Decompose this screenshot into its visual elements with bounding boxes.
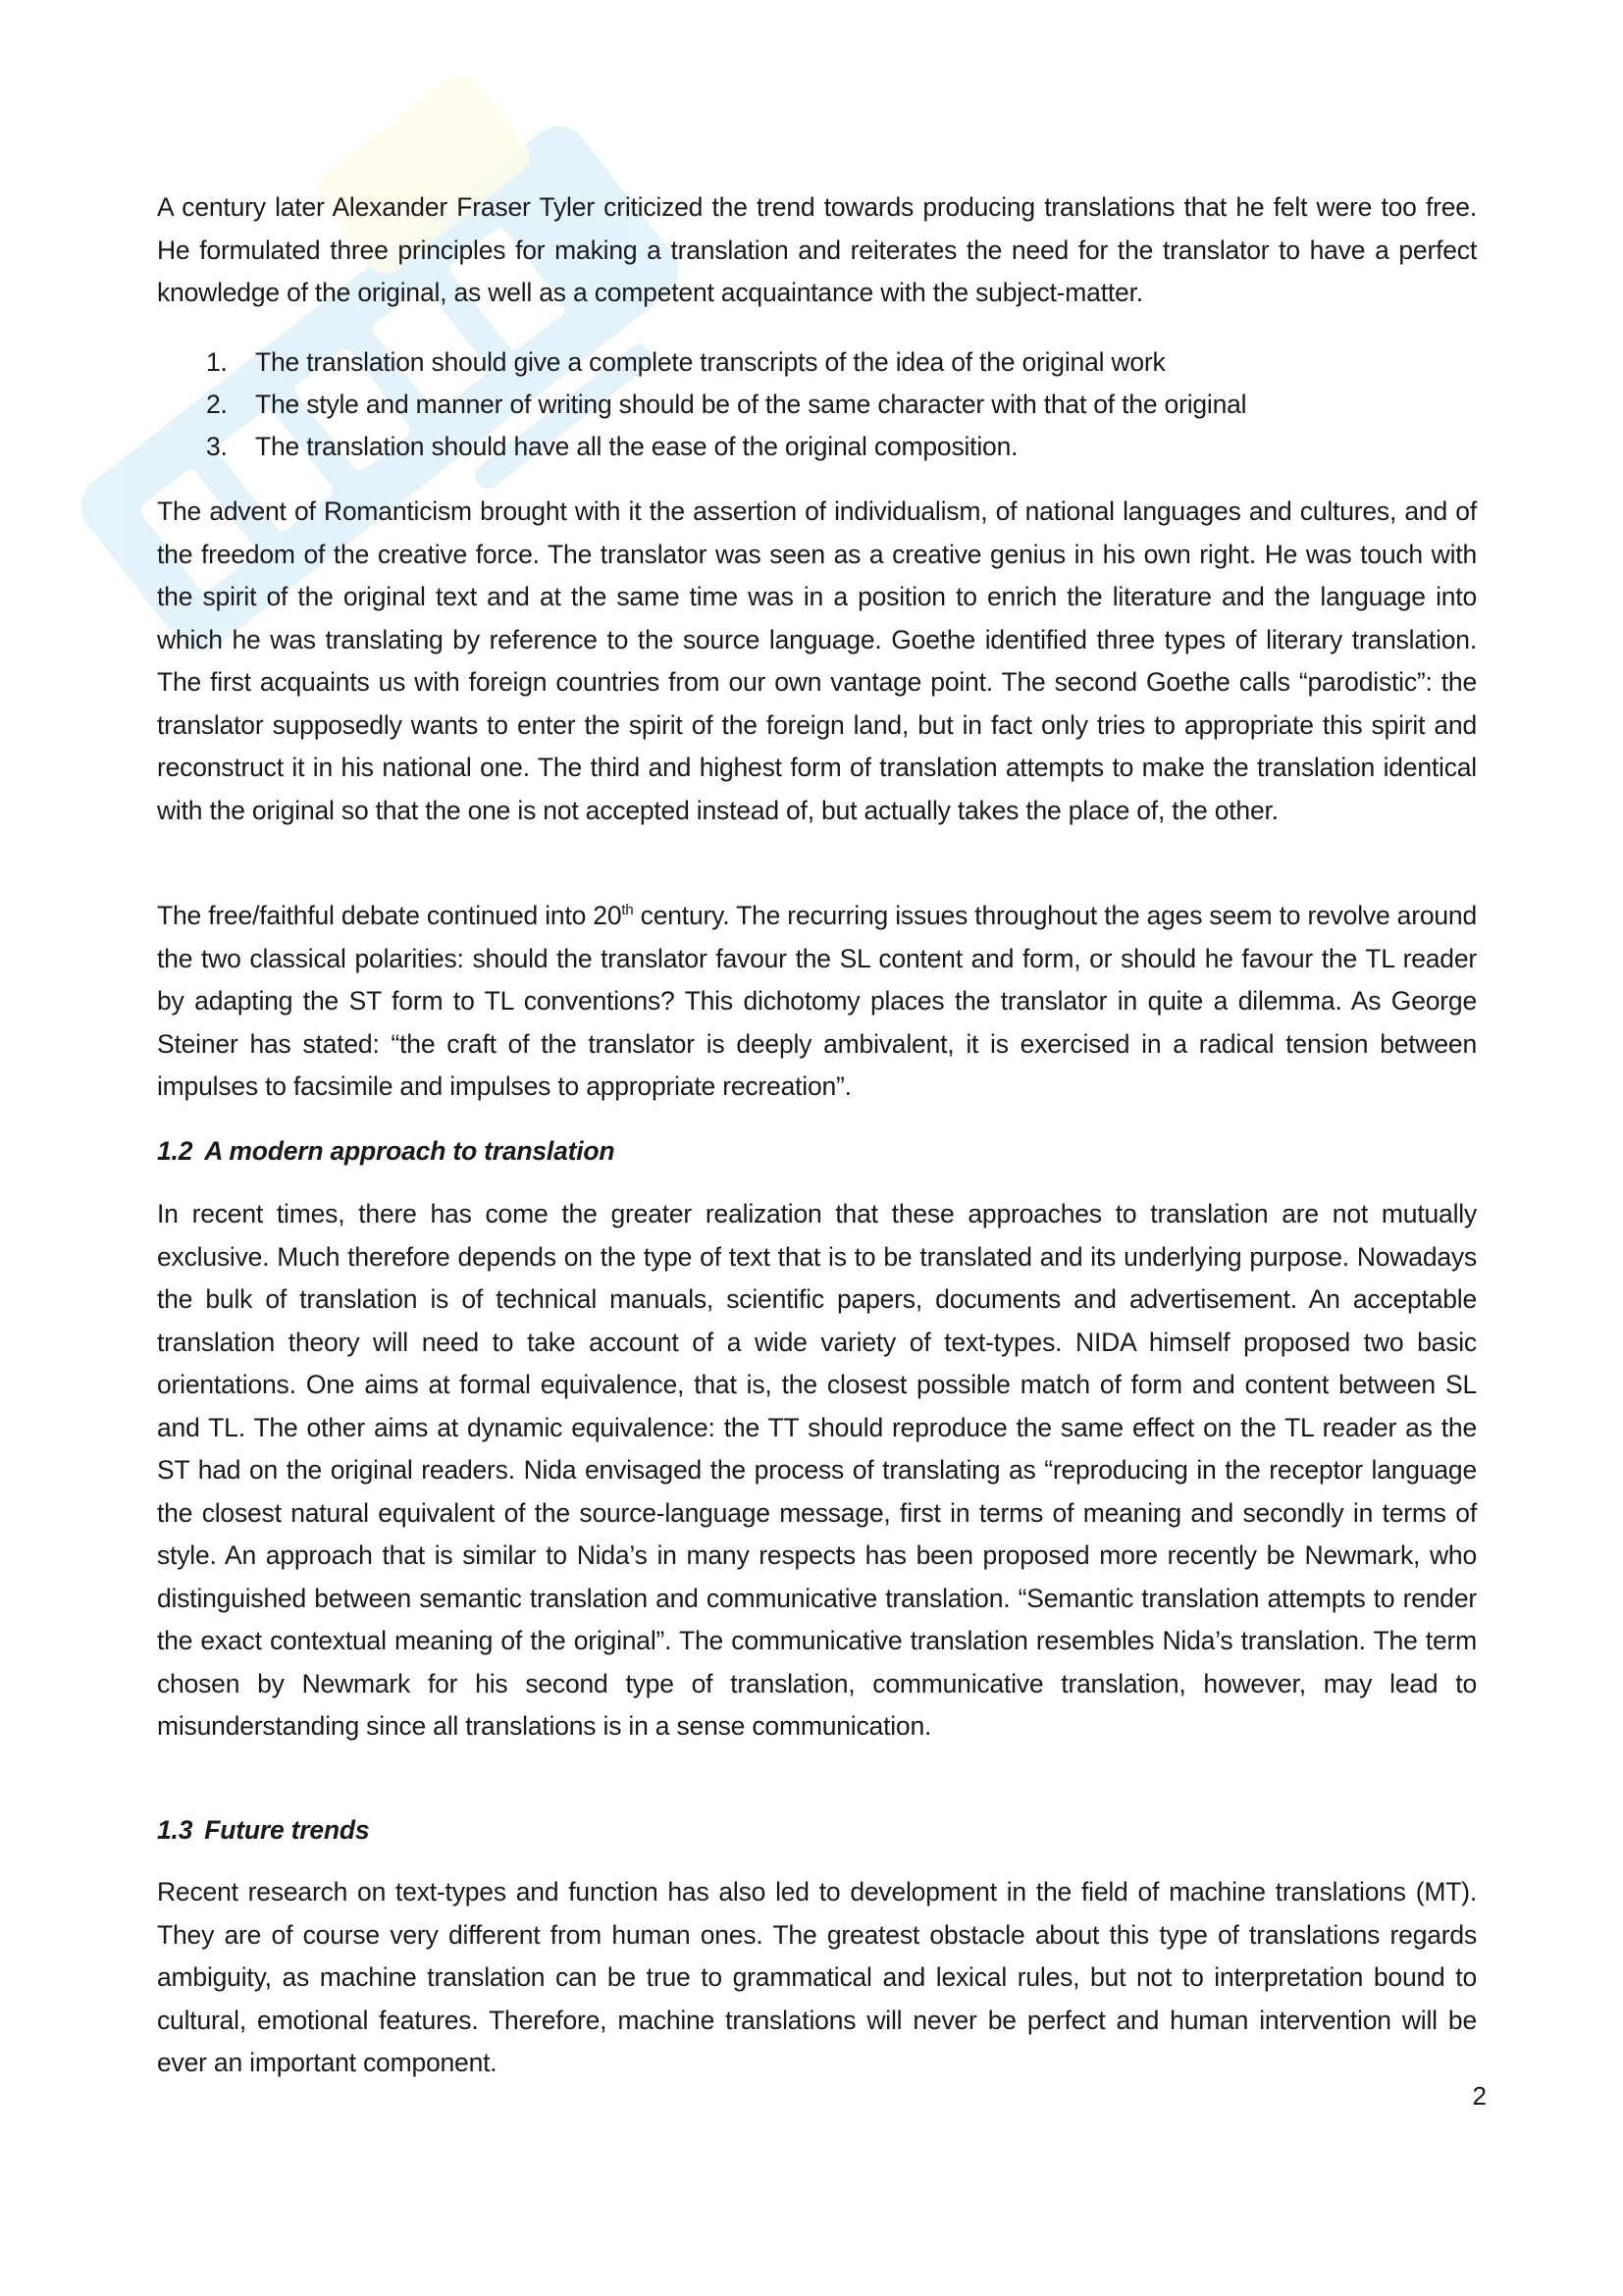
principles-list (157, 341, 1477, 468)
section-title: A modern approach to translation (204, 1136, 615, 1166)
list-item-number: 1. (206, 347, 228, 377)
list-item-text: The style and manner of writing should be of the same character with that of the original (255, 390, 1247, 419)
paragraph-romanticism: The advent of Romanticism brought with it the assertion of individualism, of national languages and cultures, and of the freedom of the creative force. The translator was seen as a creative genius in his own right. He was touch with the spirit of the original text and at the same time was in a position to enrich the literature and the language into which he was translating by reference to the source language. Goethe identified three types of literary translation. The first acquaints us with foreign countries from our own vantage point. The second Goethe calls “parodistic”: the translator supposedly wants to enter the spirit of the foreign land, but in fact only tries to appropriate this spirit and reconstruct it in his national one. The third and highest form of translation attempts to make the translation identical with the original so that the one is not accepted instead of, but actually takes the place of, the other. (157, 496, 1477, 825)
paragraph-text-end: century. The recurring issues throughout the ages seem to revolve around the two classical polarities: should the translator favour the SL content and form, or should he favour the TL reader by adapting the ST form to TL conventions? This dichotomy places the translator in quite a dilemma. As George Steiner has stated: “the craft of the translator is deeply ambivalent, it is exercised in a radical tension between impulses to facsimile and impulses to appropriate recreation”. (157, 901, 1477, 1101)
paragraph-free-faithful-debate (157, 895, 1477, 1109)
page-number: 2 (1472, 2081, 1487, 2111)
list-item (157, 426, 1477, 468)
paragraph-modern-approach: In recent times, there has come the greater realization that these approaches to translation are not mutually exclusive. Much therefore depends on the type of text that is to be translated and its underlying purpose. Nowadays the bulk of translation is of technical manuals, scientific papers, documents and advertisement. An acceptable translation theory will need to take account of a wide variety of text-types. NIDA himself proposed two basic orientations. One aims at formal equivalence, that is, the closest possible match of form and content between SL and TL. The other aims at dynamic equivalence: the TT should reproduce the same effect on the TL reader as the ST had on the original readers. Nida envisaged the process of translating as “reproducing in the receptor language the closest natural equivalent of the source-language message, first in terms of meaning and secondly in terms of style. An approach that is similar to Nida’s in many respects has been proposed more recently be Newmark, who distinguished between semantic translation and communicative translation. “Semantic translation attempts to render the exact contextual meaning of the original”. The communicative translation resembles Nida’s translation. The term chosen by Newmark for his second type of translation, communicative translation, however, may lead to misunderstanding since all translations is in a sense communication. (157, 1199, 1477, 1741)
list-item (157, 384, 1477, 426)
paragraph-future-trends: Recent research on text-types and function has also led to development in the field of machine translations (MT). They are of course very different from human ones. The greatest obstacle about this type of translations regards ambiguity, as machine translation can be true to grammatical and lexical rules, but not to interpretation bound to cultural, emotional features. Therefore, machine translations will never be perfect and human intervention will be ever an important component. (157, 1877, 1477, 2077)
section-title: Future trends (204, 1815, 370, 1845)
list-item-text: The translation should have all the ease of the original composition. (255, 432, 1019, 461)
ordinal-superscript: th (621, 902, 634, 919)
list-item-number: 3. (206, 432, 228, 461)
section-number: 1.2 (157, 1136, 193, 1166)
list-item-number: 2. (206, 390, 228, 419)
paragraph-tyler-intro: A century later Alexander Fraser Tyler criticized the trend towards producing translations that he felt were too free. He formulated three principles for making a translation and reiterates the need for the translator to have a perfect knowledge of the original, as well as a competent acquaintance with the subject-matter. (157, 192, 1477, 307)
section-heading-modern-approach (157, 1131, 614, 1171)
list-item (157, 341, 1477, 384)
paragraph-text-start: The free/faithful debate continued into 20 (157, 901, 622, 930)
section-number: 1.3 (157, 1815, 193, 1845)
list-item-text: The translation should give a complete transcripts of the idea of the original work (255, 347, 1166, 377)
section-heading-future-trends (157, 1810, 369, 1850)
